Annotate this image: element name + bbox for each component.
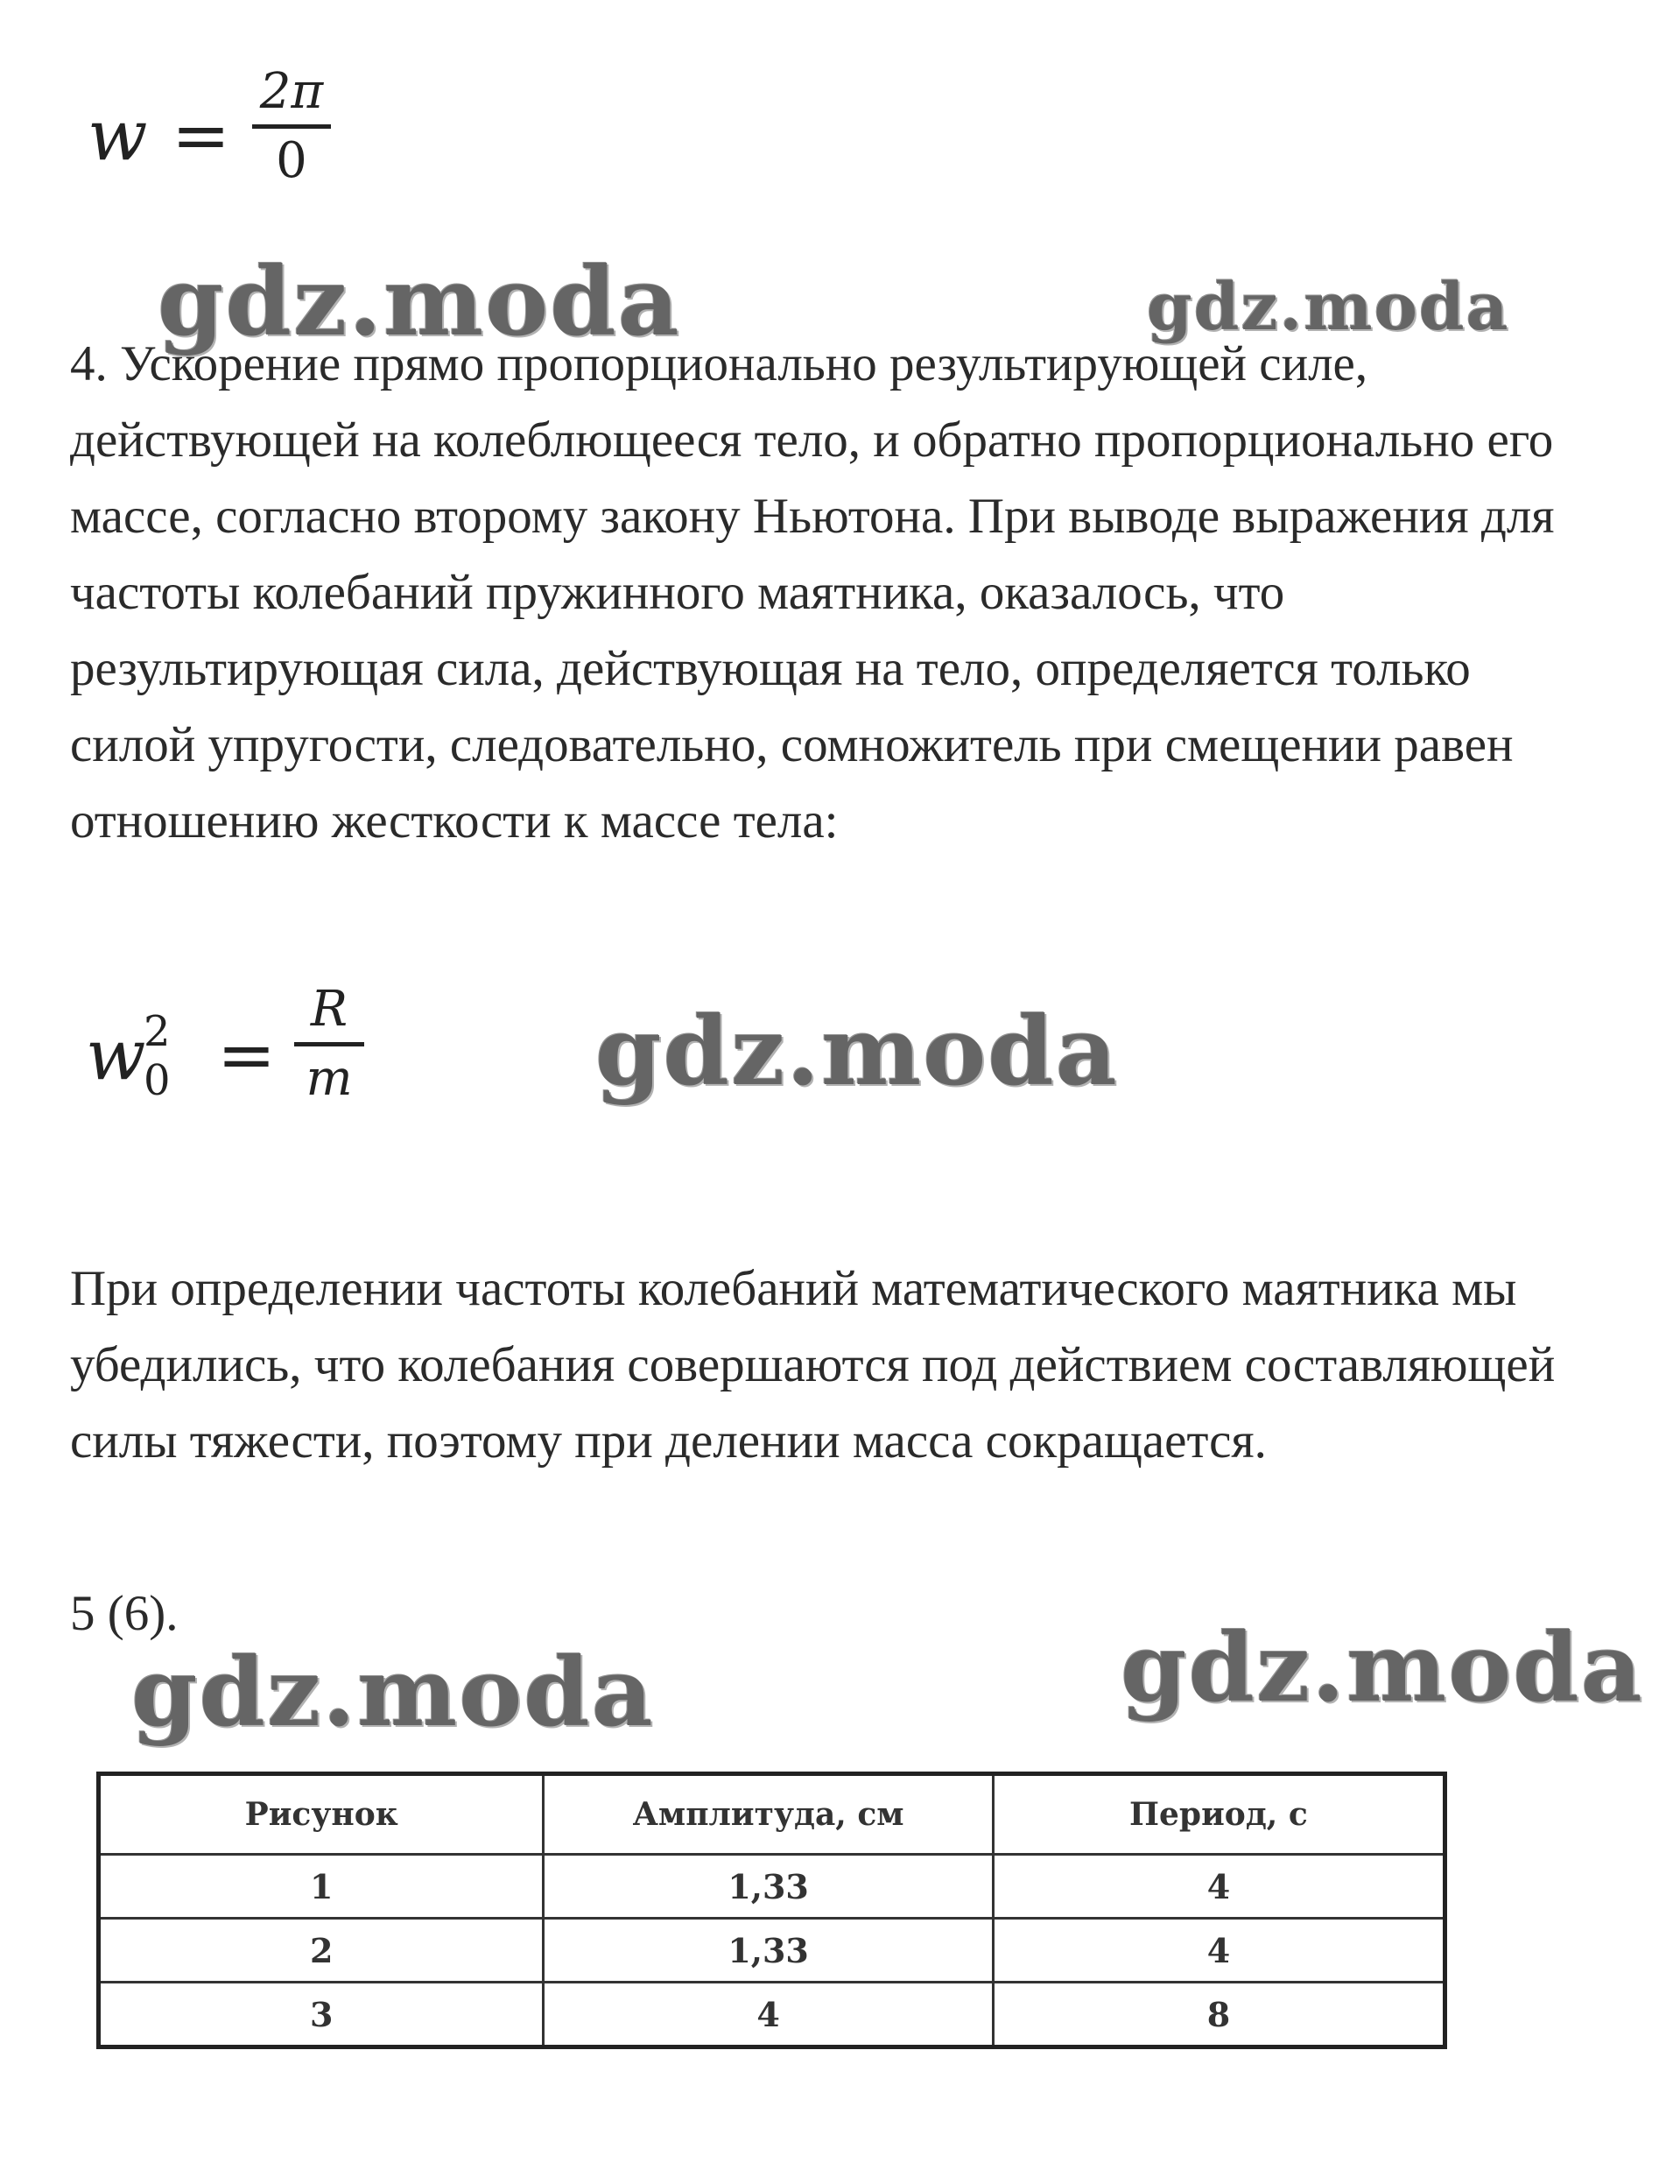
paragraph-line: 4. Ускорение прямо пропорционально результирующей силе, xyxy=(70,336,1368,391)
formula2-superscript: 2 xyxy=(144,1007,171,1056)
table-row xyxy=(99,1919,1445,1983)
table-header-cell: Амплитуда, см xyxy=(544,1774,993,1855)
paragraph-line: силы тяжести, поэтому при делении масса сокращается. xyxy=(70,1413,1267,1469)
table-header-cell: Рисунок xyxy=(99,1774,544,1855)
formula2-equals: = xyxy=(217,1014,277,1096)
watermark: gdz.moda xyxy=(158,247,681,357)
formula2-fraction xyxy=(294,979,364,1110)
table-cell: 2 xyxy=(99,1919,544,1983)
formula-spring-pendulum xyxy=(86,972,383,1130)
formula2-numerator: R xyxy=(310,981,348,1038)
data-table xyxy=(96,1772,1447,2049)
watermark: gdz.moda xyxy=(1121,1613,1644,1723)
table-cell: 1,33 xyxy=(544,1855,993,1919)
paragraph-line: массе, согласно второму закону Ньютона. При выводе выражения для xyxy=(70,489,1555,544)
formula1-equals: = xyxy=(172,95,231,176)
watermark: gdz.moda xyxy=(131,1638,655,1748)
table-cell: 4 xyxy=(544,1983,993,2047)
formula1-fraction-bar xyxy=(252,124,331,129)
table-cell: 3 xyxy=(99,1983,544,2047)
formula-angular-frequency xyxy=(88,53,350,210)
table-row xyxy=(99,1855,1445,1919)
paragraph-line: При определении частоты колебаний математического маятника мы xyxy=(70,1261,1517,1316)
paragraph-line: действующей на колеблющееся тело, и обратно пропорционально его xyxy=(70,412,1554,468)
formula1-denominator: 0 xyxy=(276,132,307,189)
section-5-label: 5 (6). xyxy=(70,1586,179,1641)
table-cell: 4 xyxy=(993,1919,1445,1983)
watermark: gdz.moda xyxy=(595,997,1119,1107)
paragraph-line: силой упругости, следовательно, сомножитель при смещении равен xyxy=(70,717,1514,772)
paragraph-line: убедились, что колебания совершаются под действием составляющей xyxy=(70,1337,1556,1392)
formula1-numerator: 2π xyxy=(259,63,324,120)
formula2-subscript: 0 xyxy=(144,1056,171,1105)
table-cell: 8 xyxy=(993,1983,1445,2047)
paragraph-line: частоты колебаний пружинного маятника, оказалось, что xyxy=(70,565,1285,620)
paragraph-4 xyxy=(70,326,1628,859)
table-cell: 4 xyxy=(993,1855,1445,1919)
table-row xyxy=(99,1983,1445,2047)
formula2-denominator: m xyxy=(306,1050,353,1107)
paragraph-line: отношению жесткости к массе тела: xyxy=(70,793,839,849)
paragraph-line: результирующая сила, действующая на тело, определяется только xyxy=(70,641,1471,696)
formula1-fraction xyxy=(252,61,331,192)
table-header-row xyxy=(99,1774,1445,1855)
paragraph-math-pendulum xyxy=(70,1251,1628,1479)
table-cell: 1 xyxy=(99,1855,544,1919)
table-header-cell: Период, с xyxy=(993,1774,1445,1855)
formula1-lhs: w xyxy=(88,95,148,176)
formula2-lhs: w xyxy=(86,1014,146,1096)
watermark: gdz.moda xyxy=(1147,270,1510,345)
table-cell: 1,33 xyxy=(544,1919,993,1983)
formula2-fraction-bar xyxy=(294,1042,364,1046)
